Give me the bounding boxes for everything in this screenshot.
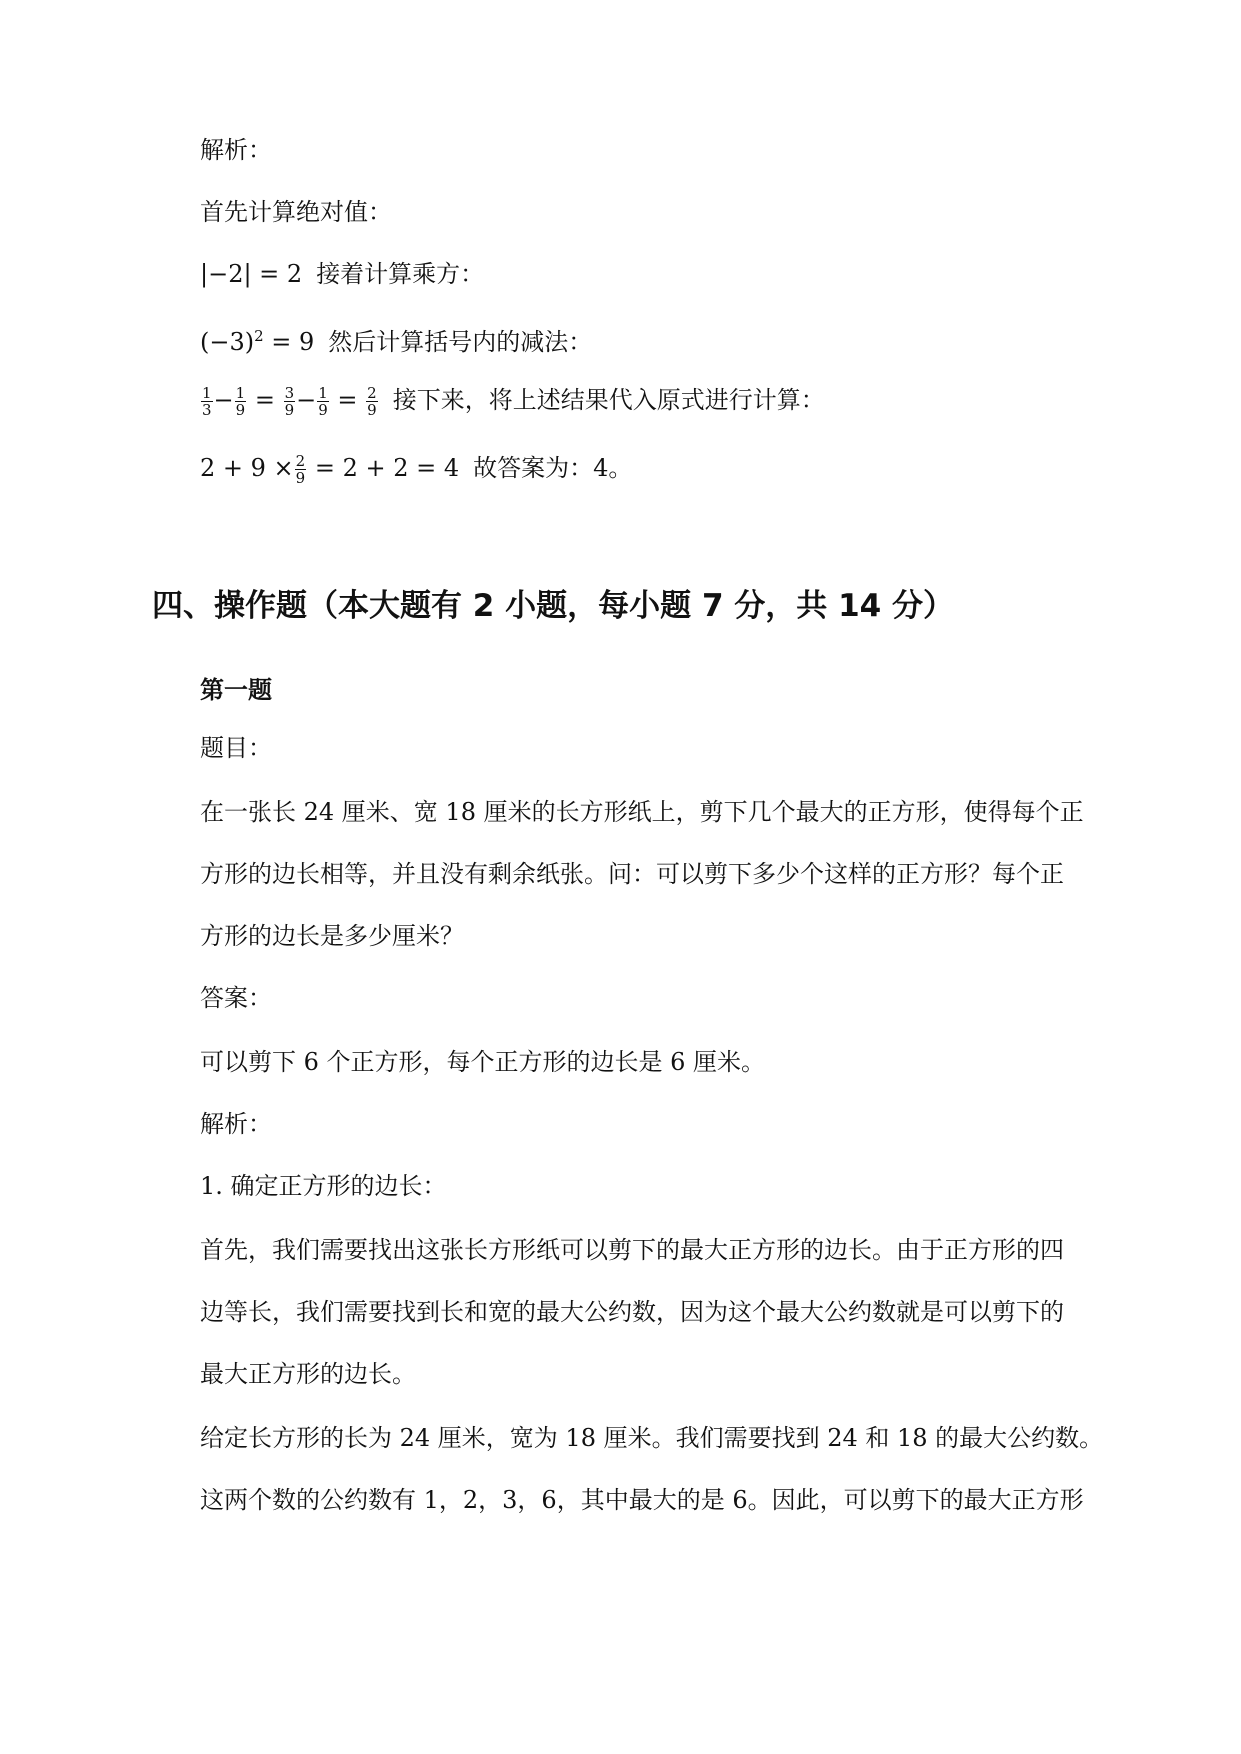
analysis-step-abs: 首先计算绝对值： xyxy=(200,198,392,226)
analysis-step-substitute: 接下来，将上述结果代入原式进行计算： xyxy=(392,386,825,414)
fraction-1: $\frac{1}{3}$ xyxy=(202,384,212,419)
fraction-4: $\frac{1}{9}$ xyxy=(318,384,328,419)
analysis-point-1: 1. 确定正方形的边长： xyxy=(200,1172,447,1200)
abs-expression: |−2| = 2 xyxy=(200,260,303,288)
answer-text: 可以剪下 6 个正方形，每个正方形的边长是 6 厘米。 xyxy=(200,1048,766,1076)
power-result: = 9 xyxy=(263,328,315,356)
analysis-label: 解析： xyxy=(200,136,272,164)
final-fraction: $\frac{2}{9}$ xyxy=(295,452,306,487)
question-label: 题目： xyxy=(200,734,272,762)
final-expression-suffix: = 2 + 2 = 4 xyxy=(307,454,460,482)
minus-sign: − xyxy=(213,386,234,414)
fraction-3: $\frac{3}{9}$ xyxy=(284,384,295,419)
fraction-5: $\frac{2}{9}$ xyxy=(367,384,377,419)
question-line-3: 方形的边长是多少厘米？ xyxy=(200,922,464,950)
power-line xyxy=(200,320,592,358)
power-base: (−3) xyxy=(200,328,255,356)
explain-line-1: 首先，我们需要找出这张长方形纸可以剪下的最大正方形的边长。由于正方形的四 xyxy=(200,1236,1064,1264)
equals-sign: = xyxy=(247,386,283,414)
fraction-2: $\frac{1}{9}$ xyxy=(235,384,246,419)
abs-line xyxy=(200,258,484,290)
question-line-2: 方形的边长相等，并且没有剩余纸张。问：可以剪下多少个这样的正方形？每个正 xyxy=(200,860,1064,888)
final-line xyxy=(200,452,632,486)
explain-line-5: 这两个数的公约数有 1，2，3，6，其中最大的是 6。因此，可以剪下的最大正方形 xyxy=(200,1486,1084,1514)
explain-line-2: 边等长，我们需要找到长和宽的最大公约数，因为这个最大公约数就是可以剪下的 xyxy=(200,1298,1064,1326)
question-title: 第一题 xyxy=(200,676,272,704)
question-line-1: 在一张长 24 厘米、宽 18 厘米的长方形纸上，剪下几个最大的正方形，使得每个正 xyxy=(200,798,1084,826)
explain-line-3: 最大正方形的边长。 xyxy=(200,1360,416,1388)
minus-sign: − xyxy=(296,386,317,414)
analysis-step-power: 接着计算乘方： xyxy=(316,260,485,288)
answer-label: 答案： xyxy=(200,984,272,1012)
fraction-line xyxy=(200,384,825,418)
analysis-step-subtract: 然后计算括号内的减法： xyxy=(328,328,593,356)
explain-line-4: 给定长方形的长为 24 厘米，宽为 18 厘米。我们需要找到 24 和 18 的最大公约数。 xyxy=(200,1424,1104,1452)
final-conclusion: 故答案为：4。 xyxy=(473,454,633,482)
analysis-label-2: 解析： xyxy=(200,1110,272,1138)
power-exponent: 2 xyxy=(254,327,264,345)
section-heading: 四、操作题（本大题有 2 小题，每小题 7 分，共 14 分） xyxy=(152,588,955,624)
equals-sign: = xyxy=(329,386,366,414)
final-expression-prefix: 2 + 9 × xyxy=(200,454,294,482)
